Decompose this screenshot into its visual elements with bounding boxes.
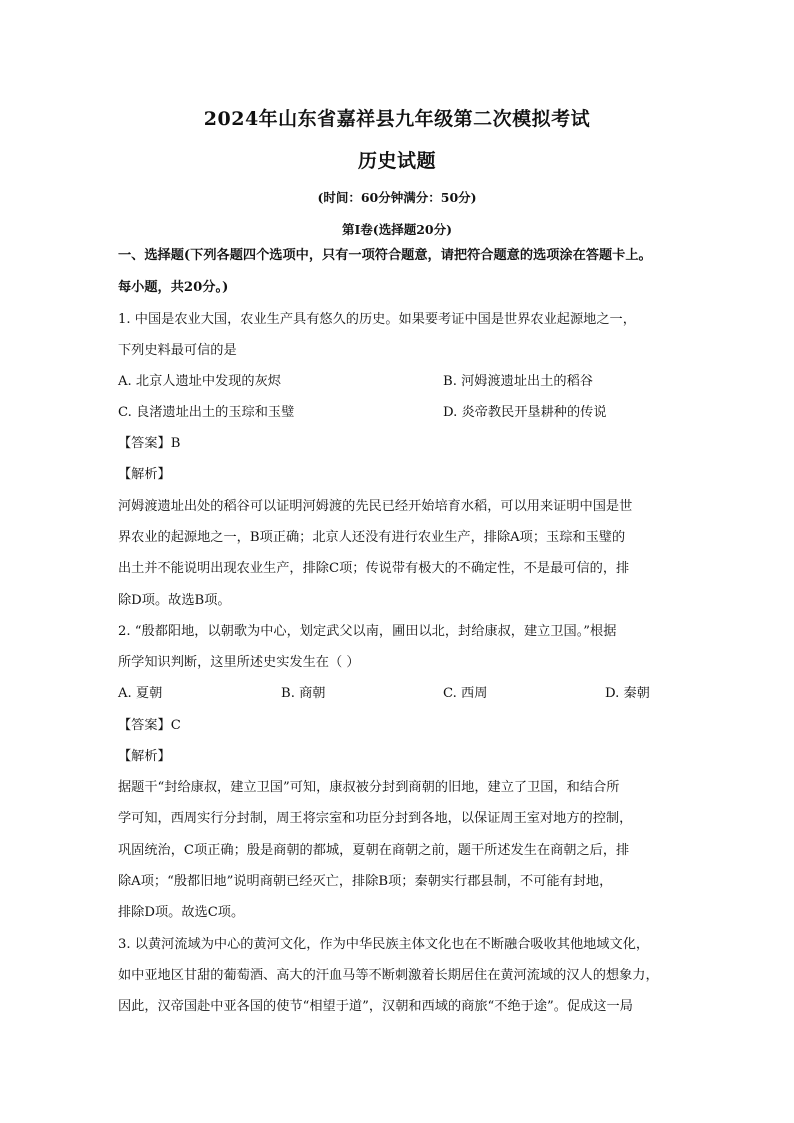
q1-analysis-label: 【解析】 <box>118 467 171 482</box>
q1-stem-line-2: 下列史料最可信的是 <box>118 343 237 358</box>
q1-analysis-line-4: 除D项。故选B项。 <box>118 593 231 608</box>
q2-stem-line-1: 2. “殷都阳地，以朝歌为中心，划定武父以南，圃田以北，封给康叔，建立卫国。”根据 <box>118 624 617 639</box>
instructions-line-2: 每小题，共20分。) <box>118 280 229 295</box>
q2-analysis-label: 【解析】 <box>118 749 171 764</box>
q2-stem-line-2: 所学知识判断，这里所述史实发生在（ ） <box>118 655 360 670</box>
q2-analysis-line-2: 学可知，西周实行分封制，周王将宗室和功臣分封到各地，以保证周王室对地方的控制， <box>118 811 633 826</box>
q2-option-b: B. 商朝 <box>281 686 326 701</box>
exam-info: (时间：60分钟满分：50分) <box>317 190 477 205</box>
q1-option-c: C. 良渚遗址出土的玉琮和玉璧 <box>118 405 295 420</box>
q1-analysis-line-1: 河姆渡遗址出处的稻谷可以证明河姆渡的先民已经开始培育水稻，可以用来证明中国是世 <box>118 499 633 514</box>
q1-analysis-line-3: 出土并不能说明出现农业生产，排除C项；传说带有极大的不确定性，不是最可信的，排 <box>118 561 630 576</box>
q2-option-a: A. 夏朝 <box>118 686 163 701</box>
subject-title: 历史试题 <box>357 150 436 172</box>
q1-stem-line-1: 1. 中国是农业大国，农业生产具有悠久的历史。如果要考证中国是世界农业起源地之一， <box>118 312 636 327</box>
q1-option-b: B. 河姆渡遗址出土的稻谷 <box>443 374 593 389</box>
q2-answer: 【答案】C <box>118 718 181 733</box>
q3-stem-line-1: 3. 以黄河流域为中心的黄河文化，作为中华民族主体文化也在不断融合吸收其他地域文化， <box>118 937 650 952</box>
q2-analysis-line-5: 排除D项。故选C项。 <box>118 905 245 920</box>
q3-stem-line-2: 如中亚地区甘甜的葡萄酒、高大的汗血马等不断刺激着长期居住在黄河流域的汉人的想象力， <box>118 968 659 983</box>
q2-analysis-line-4: 除A项；“殷都旧地”说明商朝已经灭亡，排除B项；秦朝实行郡县制，不可能有封地， <box>118 874 613 889</box>
q1-option-d: D. 炎帝教民开垦耕种的传说 <box>443 405 607 420</box>
q1-analysis-line-2: 界农业的起源地之一，B项正确；北京人还没有进行农业生产，排除A项；玉琮和玉璧的 <box>118 530 626 545</box>
q1-answer: 【答案】B <box>118 436 181 451</box>
q1-option-a: A. 北京人遗址中发现的灰烬 <box>118 374 281 389</box>
exam-title: 2024年山东省嘉祥县九年级第二次模拟考试 <box>203 108 591 130</box>
q2-analysis-line-1: 据题干“封给康叔，建立卫国”可知，康叔被分封到商朝的旧地，建立了卫国，和结合所 <box>118 780 620 795</box>
q2-analysis-line-3: 巩固统治，C项正确；殷是商朝的都城，夏朝在商朝之前，题干所述发生在商朝之后，排 <box>118 843 630 858</box>
q3-stem-line-3: 因此，汉帝国赴中亚各国的使节“相望于道”，汉朝和西域的商旅“不绝于途”。促成这一局 <box>118 999 633 1014</box>
q2-option-d: D. 秦朝 <box>605 686 650 701</box>
q2-option-c: C. 西周 <box>443 686 488 701</box>
section-heading: 第Ⅰ卷(选择题20分) <box>341 222 453 237</box>
instructions-line-1: 一、选择题(下列各题四个选项中，只有一项符合题意，请把符合题意的选项涂在答题卡上。 <box>118 248 652 263</box>
